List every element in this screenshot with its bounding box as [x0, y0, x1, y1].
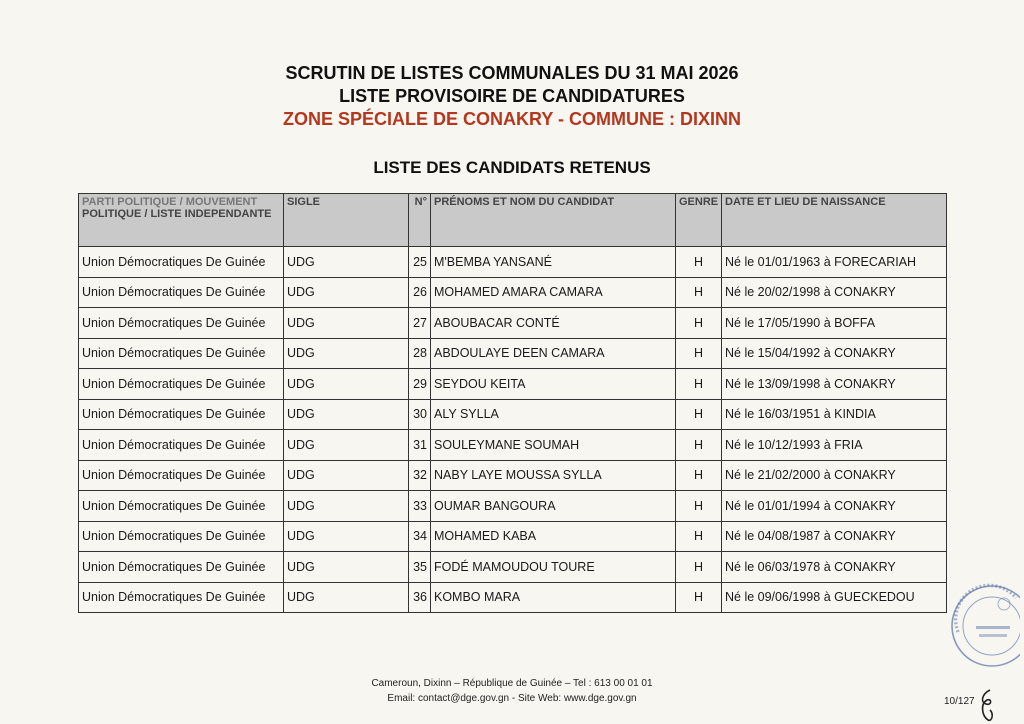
- footer-contact: Email: contact@dge.gov.gn - Site Web: www.dge.gov.gn: [387, 693, 637, 704]
- genre-cell: H: [676, 430, 722, 461]
- party-cell: Union Démocratiques De Guinée: [79, 308, 284, 339]
- sigle-cell: UDG: [284, 430, 409, 461]
- sigle-cell: UDG: [284, 308, 409, 339]
- document-header: [0, 62, 1024, 131]
- birth-cell: Né le 01/01/1963 à FORECARIAH: [722, 247, 947, 278]
- table-row: [79, 308, 947, 339]
- birth-cell: Né le 17/05/1990 à BOFFA: [722, 308, 947, 339]
- number-cell: 29: [409, 369, 431, 400]
- col-candidate-name: PRÉNOMS ET NOM DU CANDIDAT: [431, 194, 676, 247]
- sigle-cell: UDG: [284, 247, 409, 278]
- name-cell: ABDOULAYE DEEN CAMARA: [431, 338, 676, 369]
- table-row: [79, 521, 947, 552]
- party-cell: Union Démocratiques De Guinée: [79, 338, 284, 369]
- party-cell: Union Démocratiques De Guinée: [79, 460, 284, 491]
- party-cell: Union Démocratiques De Guinée: [79, 369, 284, 400]
- name-cell: SOULEYMANE SOUMAH: [431, 430, 676, 461]
- table-row: [79, 491, 947, 522]
- page-number: 10/127: [944, 696, 975, 707]
- number-cell: 35: [409, 552, 431, 583]
- title-zone: ZONE SPÉCIALE DE CONAKRY - COMMUNE : DIXINN: [282, 109, 742, 129]
- col-sigle: SIGLE: [284, 194, 409, 247]
- sigle-cell: UDG: [284, 521, 409, 552]
- official-stamp: [944, 574, 1020, 672]
- number-cell: 28: [409, 338, 431, 369]
- birth-cell: Né le 09/06/1998 à GUECKEDOU: [722, 582, 947, 613]
- name-cell: FODÉ MAMOUDOU TOURE: [431, 552, 676, 583]
- genre-cell: H: [676, 338, 722, 369]
- title-retained-candidates: LISTE DES CANDIDATS RETENUS: [373, 158, 651, 177]
- number-cell: 30: [409, 399, 431, 430]
- genre-cell: H: [676, 308, 722, 339]
- party-cell: Union Démocratiques De Guinée: [79, 247, 284, 278]
- sigle-cell: UDG: [284, 399, 409, 430]
- number-cell: 27: [409, 308, 431, 339]
- birth-cell: Né le 01/01/1994 à CONAKRY: [722, 491, 947, 522]
- party-cell: Union Démocratiques De Guinée: [79, 521, 284, 552]
- sigle-cell: UDG: [284, 582, 409, 613]
- name-cell: ABOUBACAR CONTÉ: [431, 308, 676, 339]
- sigle-cell: UDG: [284, 491, 409, 522]
- table-row: [79, 369, 947, 400]
- party-cell: Union Démocratiques De Guinée: [79, 491, 284, 522]
- signature-icon: [968, 688, 1008, 722]
- party-cell: Union Démocratiques De Guinée: [79, 430, 284, 461]
- birth-cell: Né le 06/03/1978 à CONAKRY: [722, 552, 947, 583]
- table-header-row: [79, 194, 947, 247]
- name-cell: MOHAMED KABA: [431, 521, 676, 552]
- table-row: [79, 399, 947, 430]
- genre-cell: H: [676, 277, 722, 308]
- genre-cell: H: [676, 491, 722, 522]
- genre-cell: H: [676, 521, 722, 552]
- party-cell: Union Démocratiques De Guinée: [79, 399, 284, 430]
- table-row: [79, 460, 947, 491]
- name-cell: OUMAR BANGOURA: [431, 491, 676, 522]
- name-cell: SEYDOU KEITA: [431, 369, 676, 400]
- number-cell: 25: [409, 247, 431, 278]
- col-party: [79, 194, 284, 247]
- name-cell: KOMBO MARA: [431, 582, 676, 613]
- col-birth: DATE ET LIEU DE NAISSANCE: [722, 194, 947, 247]
- col-number: N°: [409, 194, 431, 247]
- name-cell: ALY SYLLA: [431, 399, 676, 430]
- sigle-cell: UDG: [284, 460, 409, 491]
- sigle-cell: UDG: [284, 552, 409, 583]
- table-row: [79, 552, 947, 583]
- birth-cell: Né le 15/04/1992 à CONAKRY: [722, 338, 947, 369]
- title-list-status: LISTE PROVISOIRE DE CANDIDATURES: [339, 86, 685, 106]
- table-row: [79, 582, 947, 613]
- col-party-line2: POLITIQUE / LISTE INDEPENDANTE: [82, 208, 272, 220]
- table-row: [79, 277, 947, 308]
- name-cell: MOHAMED AMARA CAMARA: [431, 277, 676, 308]
- party-cell: Union Démocratiques De Guinée: [79, 277, 284, 308]
- name-cell: NABY LAYE MOUSSA SYLLA: [431, 460, 676, 491]
- sigle-cell: UDG: [284, 338, 409, 369]
- number-cell: 36: [409, 582, 431, 613]
- number-cell: 31: [409, 430, 431, 461]
- table-row: [79, 338, 947, 369]
- footer-address: Cameroun, Dixinn – République de Guinée – Tel : 613 00 01 01: [371, 678, 653, 689]
- stamp-title-mark: [976, 626, 1010, 629]
- birth-cell: Né le 13/09/1998 à CONAKRY: [722, 369, 947, 400]
- number-cell: 26: [409, 277, 431, 308]
- col-genre: GENRE: [676, 194, 722, 247]
- table-row: [79, 247, 947, 278]
- number-cell: 32: [409, 460, 431, 491]
- genre-cell: H: [676, 460, 722, 491]
- party-cell: Union Démocratiques De Guinée: [79, 582, 284, 613]
- stamp-title-mark: [979, 634, 1007, 637]
- birth-cell: Né le 10/12/1993 à FRIA: [722, 430, 947, 461]
- sigle-cell: UDG: [284, 369, 409, 400]
- sigle-cell: UDG: [284, 277, 409, 308]
- party-cell: Union Démocratiques De Guinée: [79, 552, 284, 583]
- genre-cell: H: [676, 247, 722, 278]
- genre-cell: H: [676, 369, 722, 400]
- birth-cell: Né le 16/03/1951 à KINDIA: [722, 399, 947, 430]
- candidates-table: [78, 193, 947, 613]
- birth-cell: Né le 04/08/1987 à CONAKRY: [722, 521, 947, 552]
- birth-cell: Né le 20/02/1998 à CONAKRY: [722, 277, 947, 308]
- col-party-line1: PARTI POLITIQUE / MOUVEMENT: [82, 196, 258, 208]
- name-cell: M'BEMBA YANSANÉ: [431, 247, 676, 278]
- birth-cell: Né le 21/02/2000 à CONAKRY: [722, 460, 947, 491]
- table-row: [79, 430, 947, 461]
- genre-cell: H: [676, 582, 722, 613]
- genre-cell: H: [676, 552, 722, 583]
- number-cell: 33: [409, 491, 431, 522]
- title-election: SCRUTIN DE LISTES COMMUNALES DU 31 MAI 2026: [285, 63, 739, 83]
- genre-cell: H: [676, 399, 722, 430]
- number-cell: 34: [409, 521, 431, 552]
- page-footer: [0, 676, 1024, 706]
